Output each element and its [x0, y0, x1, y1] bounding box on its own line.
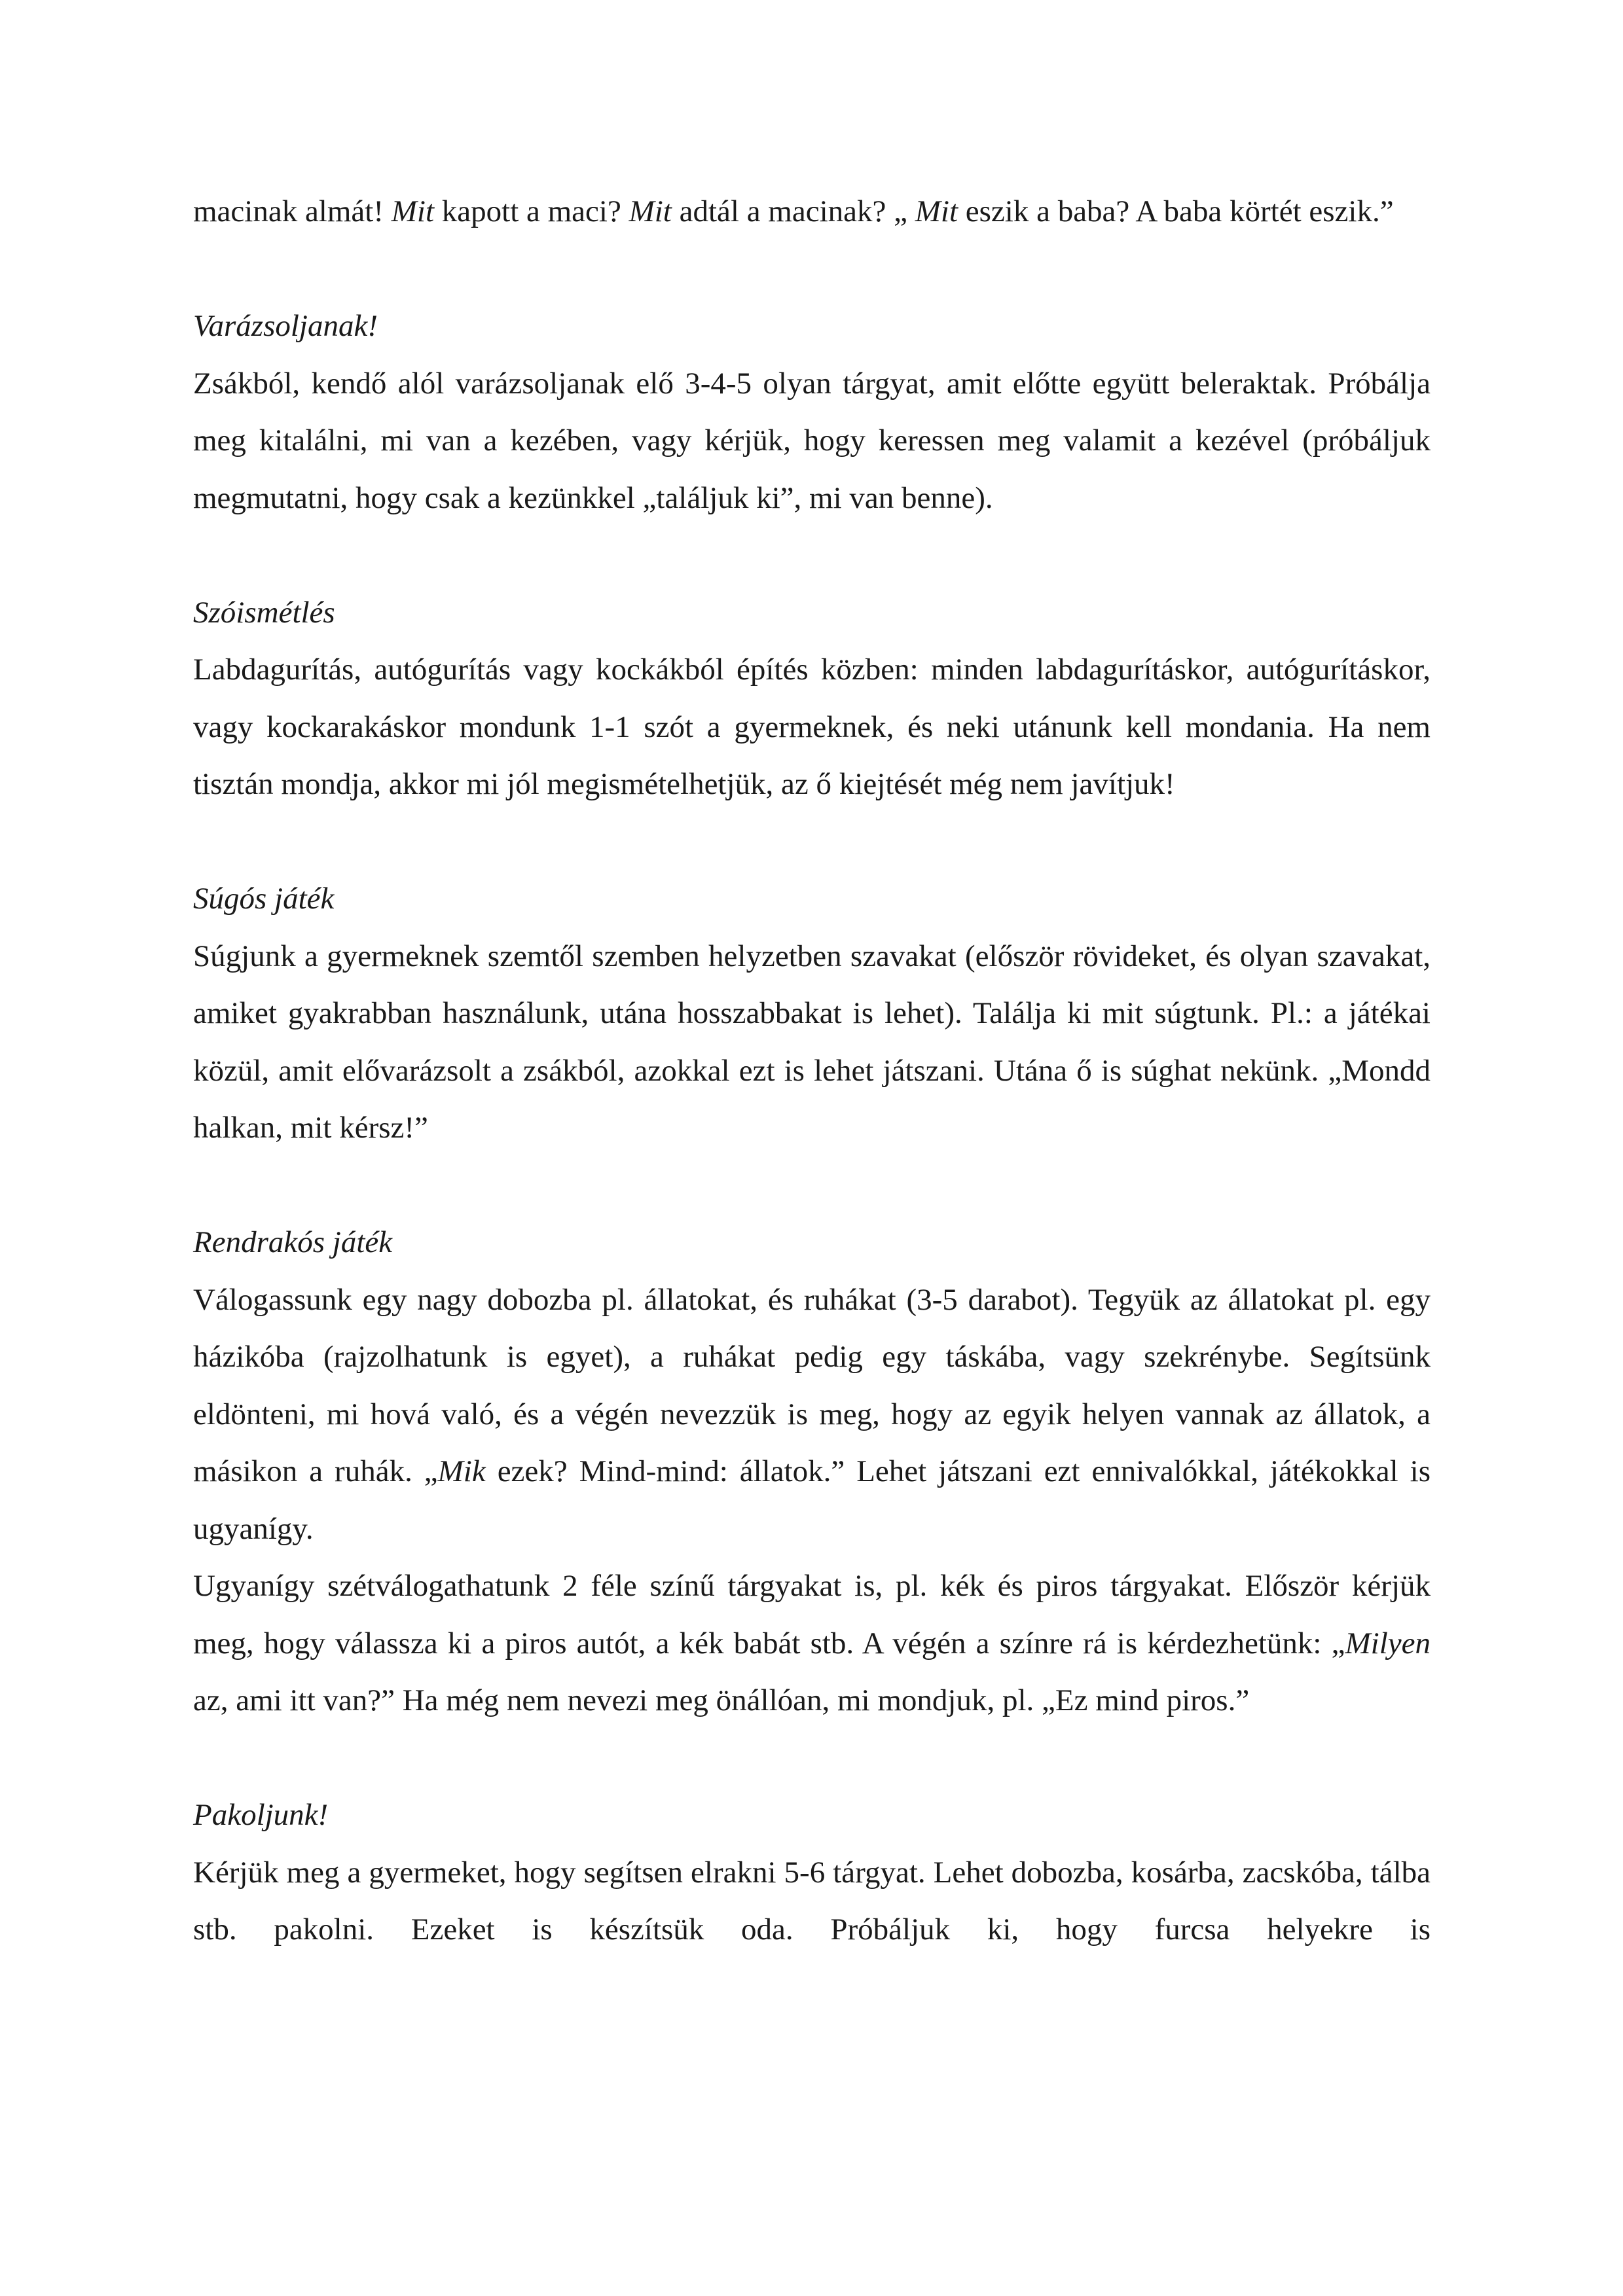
section-paragraph	[193, 641, 1431, 814]
section-heading: Pakoljunk!	[193, 1798, 329, 1832]
section-pakoljunk	[193, 1787, 1431, 1959]
text-segment: adtál a macinak? „	[671, 194, 915, 228]
section-sugos-jatek	[193, 870, 1431, 1157]
text-segment: Válogassunk egy nagy dobozba pl. állatokat, és ruhákat (3-5 darabot). Tegyük az állatokat pl. egy házikóba (rajzolhatunk is egyet), a ruhákat pedig egy táskába, vagy szekrénybe. Segítsünk eldönteni, mi hová való, és a végén nevezzük is meg, hogy az egyik helyen vannak az állatok, a másikon a ruhák. „	[193, 1282, 1431, 1488]
text-segment: Ugyanígy szétválogathatunk 2 féle színű tárgyakat is, pl. kék és piros tárgyakat. Először kérjük meg, hogy válassza ki a piros autót, a kék babát stb. A végén a színre rá is kérdezhetünk: „	[193, 1569, 1431, 1660]
text-segment: macinak almát!	[193, 194, 392, 228]
text-segment: Zsákból, kendő alól varázsoljanak elő 3-4-5 olyan tárgyat, amit előtte együtt beleraktak. Próbálja meg kitalálni, mi van a kezében, vagy kérjük, hogy keressen meg valamit a kezével (próbáljuk megmutatni, hogy csak a kezünkkel „találjuk ki”, mi van benne).	[193, 366, 1431, 515]
text-segment: ezek? Mind-mind: állatok.” Lehet játszani ezt ennivalókkal, játékokkal is ugyanígy.	[193, 1454, 1431, 1546]
paragraph-gap	[193, 814, 1431, 871]
section-heading: Szóismétlés	[193, 595, 335, 630]
italic-segment: Mit	[629, 194, 672, 228]
text-segment: Labdagurítás, autógurítás vagy kockákból építés közben: minden labdagurításkor, autógurításkor, vagy kockarakáskor mondunk 1-1 szót a gyermeknek, és neki utánunk kell mondania. Ha nem tisztán mondja, akkor mi jól megismételhetjük, az ő kiejtését még nem javítjuk!	[193, 653, 1431, 801]
section-heading: Rendrakós játék	[193, 1225, 393, 1259]
intro-paragraph	[193, 183, 1431, 241]
section-rendrakos-jatek	[193, 1214, 1431, 1730]
italic-segment: Milyen	[1345, 1626, 1431, 1660]
section-heading: Súgós játék	[193, 882, 335, 916]
text-segment: kapott a maci?	[434, 194, 629, 228]
section-paragraph	[193, 1844, 1431, 1959]
section-szoismetles	[193, 584, 1431, 814]
italic-segment: Mit	[915, 194, 958, 228]
section-paragraph	[193, 355, 1431, 528]
section-paragraph	[193, 1558, 1431, 1730]
italic-segment: Mik	[437, 1454, 486, 1488]
text-segment: Kérjük meg a gyermeket, hogy segítsen elrakni 5-6 tárgyat. Lehet dobozba, kosárba, zacskóba, tálba stb. pakolni. Ezeket is készítsük oda. Próbáljuk ki, hogy furcsa helyekre is	[193, 1855, 1431, 1946]
paragraph-gap	[193, 241, 1431, 298]
section-varazsoljanak	[193, 298, 1431, 527]
section-paragraph	[193, 928, 1431, 1157]
text-segment: az, ami itt van?” Ha még nem nevezi meg önállóan, mi mondjuk, pl. „Ez mind piros.”	[193, 1683, 1250, 1717]
paragraph-gap	[193, 1730, 1431, 1787]
italic-segment: Mit	[391, 194, 435, 228]
paragraph-gap	[193, 527, 1431, 584]
section-heading: Varázsoljanak!	[193, 309, 378, 343]
paragraph-gap	[193, 1157, 1431, 1215]
text-segment: Súgjunk a gyermeknek szemtől szemben helyzetben szavakat (először rövideket, és olyan szavakat, amiket gyakrabban használunk, utána hosszabbakat is lehet). Találja ki mit súgtunk. Pl.: a játékai közül, amit elővarázsolt a zsákból, azokkal ezt is lehet játszani. Utána ő is súghat nekünk. „Mondd halkan, mit kérsz!”	[193, 939, 1431, 1145]
document-page	[193, 183, 1431, 1959]
section-paragraph	[193, 1272, 1431, 1558]
text-segment: eszik a baba? A baba körtét eszik.”	[958, 194, 1394, 228]
